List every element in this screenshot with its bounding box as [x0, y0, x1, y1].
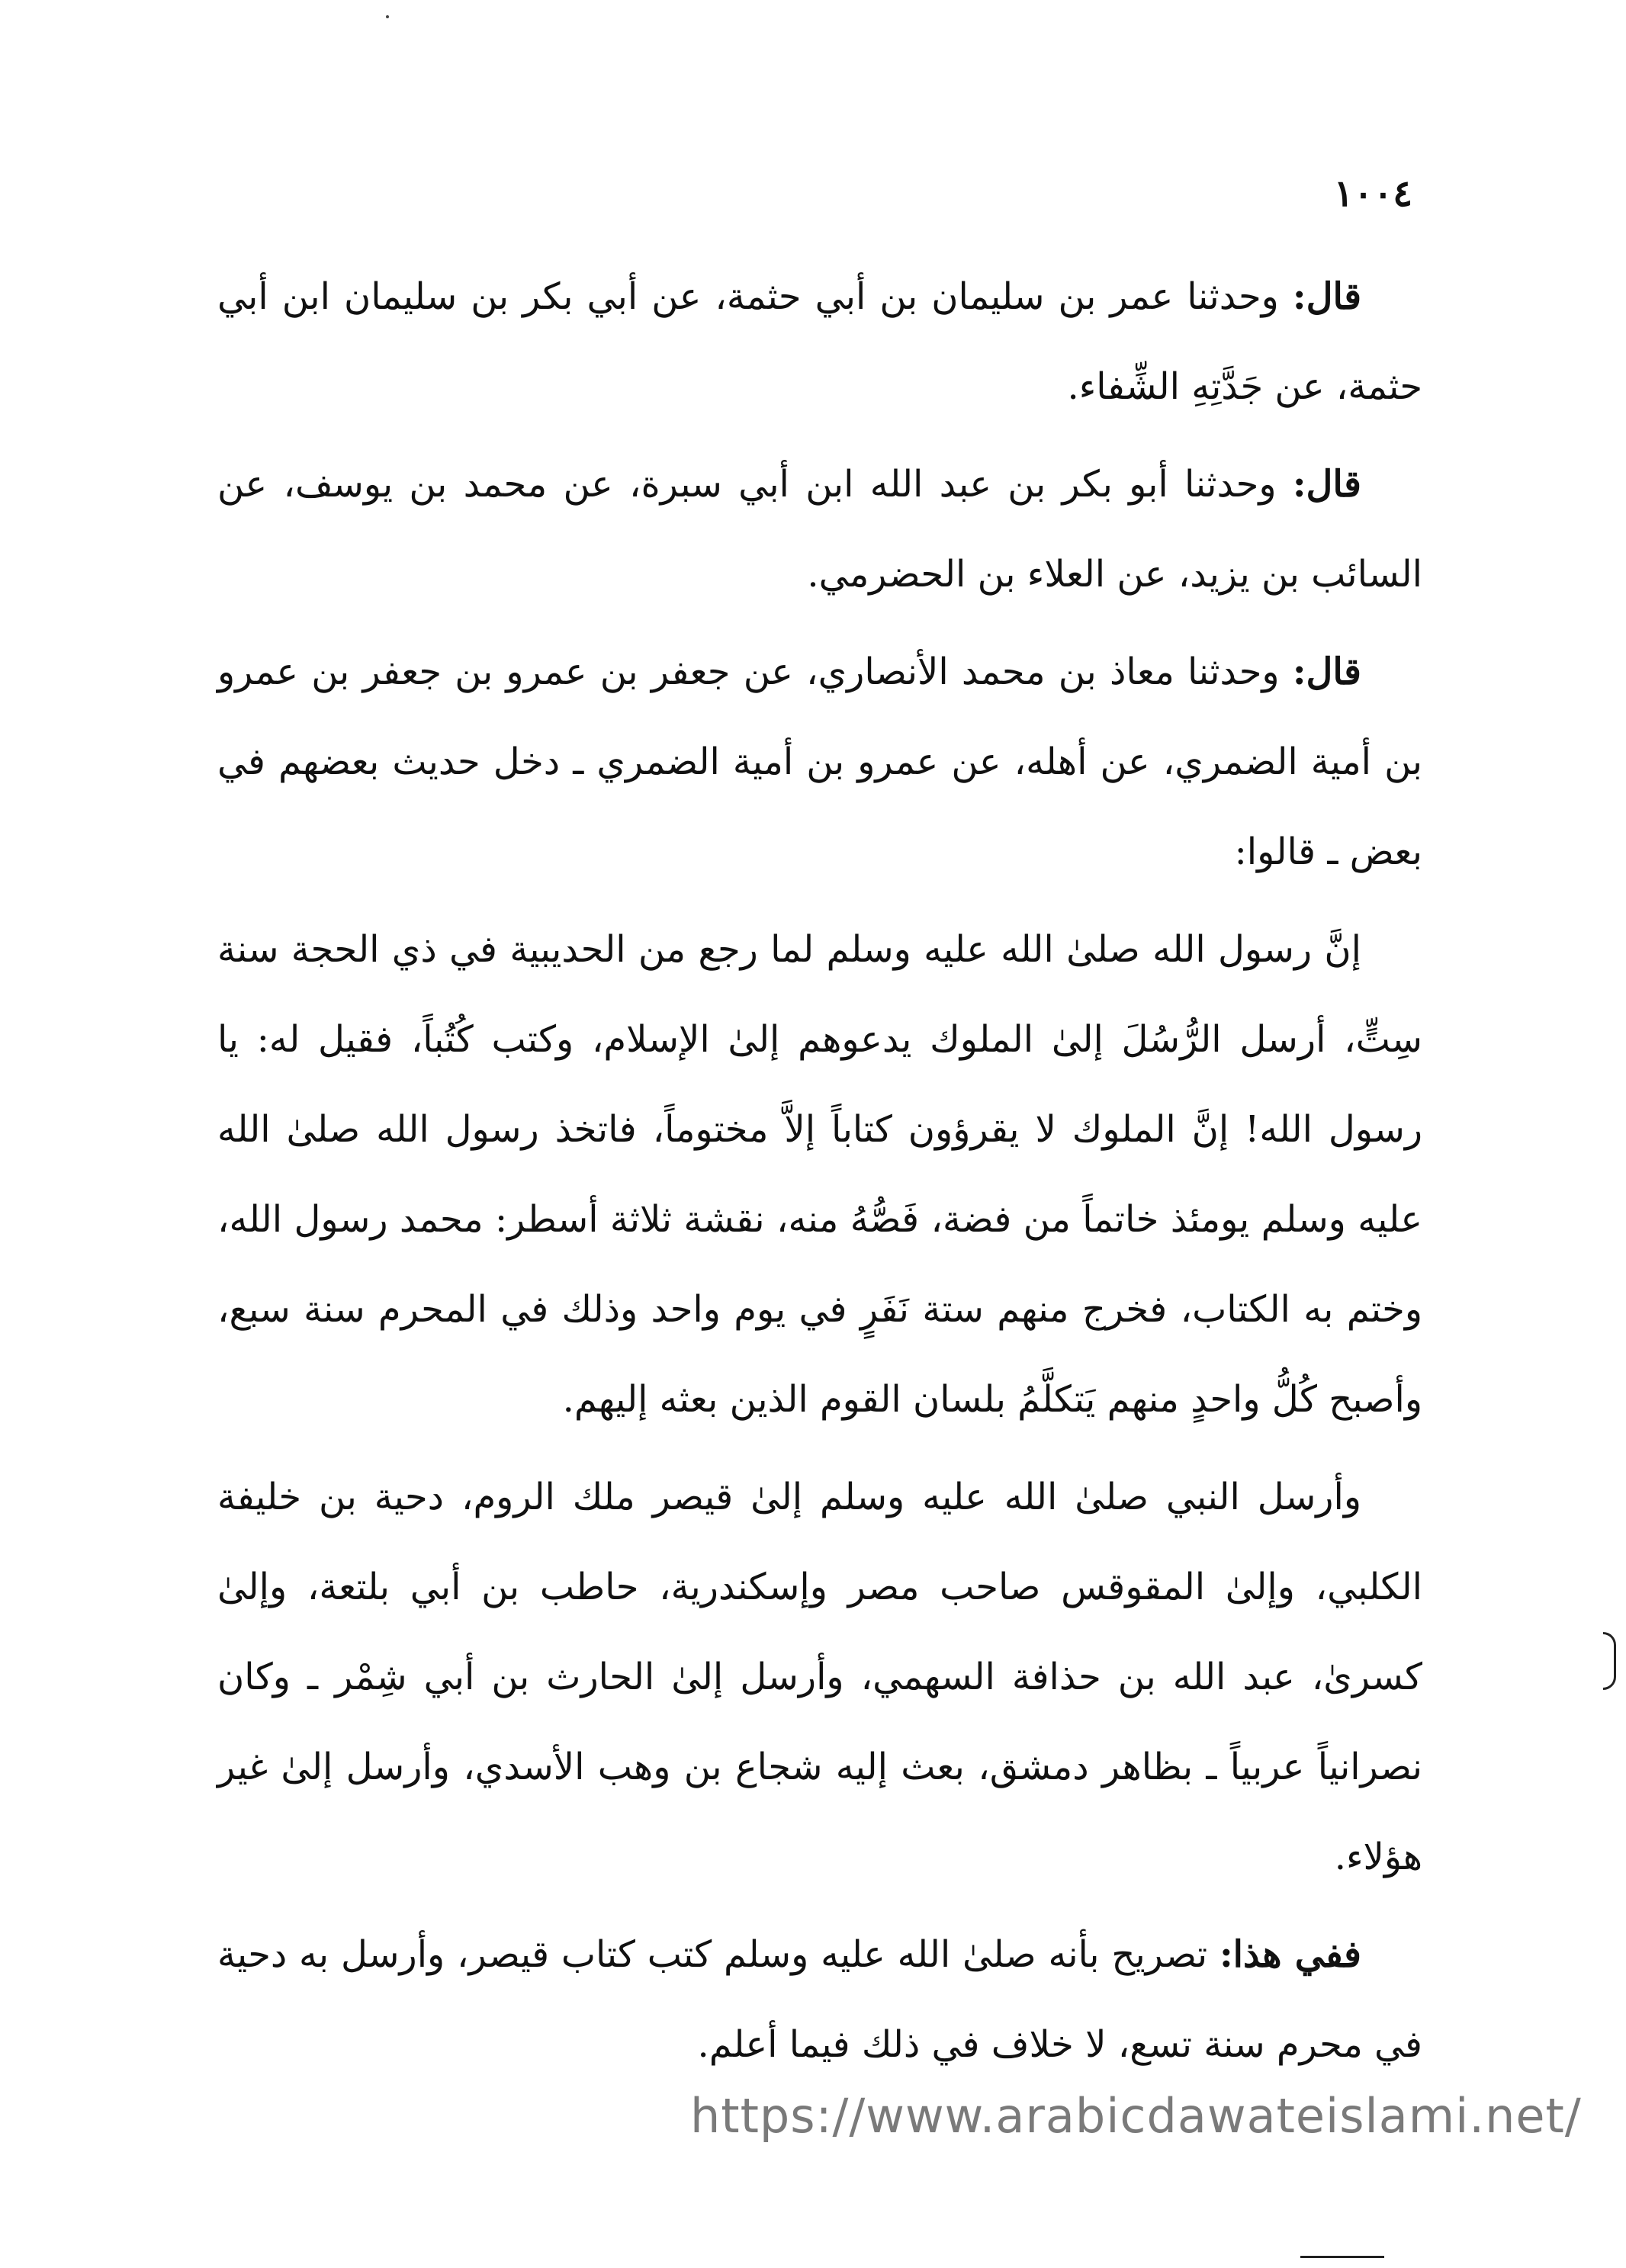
paragraph-lead: قال: — [1292, 463, 1361, 506]
paragraph-text: وحدثنا عمر بن سليمان بن أبي حثمة، عن أبي بكر بن سليمان ابن أبي حثمة، عن جَدَّتِهِ الشِّفاء. — [217, 275, 1422, 408]
paragraph — [217, 904, 1422, 1444]
margin-bracket-mark — [1603, 1632, 1616, 1690]
paragraph — [217, 252, 1422, 432]
watermark-url: https://www.arabicdawateislami.net/ — [690, 2088, 1582, 2144]
paragraph-text: تصريح بأنه صلىٰ الله عليه وسلم كتب كتاب قيصر، وأرسل به دحية في محرم سنة تسع، لا خلاف في ذلك فيما أعلم. — [217, 1933, 1422, 2066]
paragraph-lead: ففي هذا: — [1219, 1933, 1361, 1976]
body-text — [217, 252, 1422, 2097]
paragraph-text: وأرسل النبي صلىٰ الله عليه وسلم إلىٰ قيصر ملك الروم، دحية بن خليفة الكلبي، وإلىٰ المقوقس صاحب مصر وإسكندرية، حاطب بن أبي بلتعة، وإلىٰ كسرىٰ، عبد الله بن حذافة السهمي، وأرسل إلىٰ الحارث بن أبي شِمْر ـ وكان نصرانياً عربياً ـ بظاهر دمشق، بعث إليه شجاع بن وهب الأسدي، وأرسل إلىٰ غير هؤلاء. — [217, 1476, 1422, 1878]
paragraph-text: وحدثنا أبو بكر بن عبد الله ابن أبي سبرة، عن محمد بن يوسف، عن السائب بن يزيد، عن العلاء بن الحضرمي. — [217, 463, 1422, 596]
scan-speck — [386, 15, 389, 18]
paragraph-lead: قال: — [1292, 651, 1361, 693]
paragraph — [217, 439, 1422, 619]
paragraph-text: إنَّ رسول الله صلىٰ الله عليه وسلم لما رجع من الحديبية في ذي الحجة سنة سِتٍّ، أرسل الرُّسُلَ إلىٰ الملوك يدعوهم إلىٰ الإسلام، وكتب كُتُباً، فقيل له: يا رسول الله! إنَّ الملوك لا يقرؤون كتاباً إلاَّ مختوماً، فاتخذ رسول الله صلىٰ الله عليه وسلم يومئذ خاتماً من فضة، فَصُّهُ منه، نقشة ثلاثة أسطر: محمد رسول الله، وختم به الكتاب، فخرج منهم ستة نَفَرٍ في يوم واحد وذلك في المحرم سنة سبع، وأصبح كُلُّ واحدٍ منهم يَتكلَّمُ بلسان القوم الذين بعثه إليهم. — [217, 928, 1423, 1421]
page-number: ١٠٠٤ — [1333, 172, 1412, 215]
paragraph — [217, 1452, 1422, 1902]
paragraph-lead: قال: — [1292, 275, 1362, 318]
paragraph — [217, 1910, 1422, 2090]
bottom-rule — [1300, 2256, 1384, 2258]
paragraph-text: وحدثنا معاذ بن محمد الأنصاري، عن جعفر بن عمرو بن جعفر بن عمرو بن أمية الضمري، عن أهله، عن عمرو بن أمية الضمري ـ دخل حديث بعضهم في بعض ـ قالوا: — [217, 651, 1422, 873]
paragraph — [217, 627, 1422, 897]
